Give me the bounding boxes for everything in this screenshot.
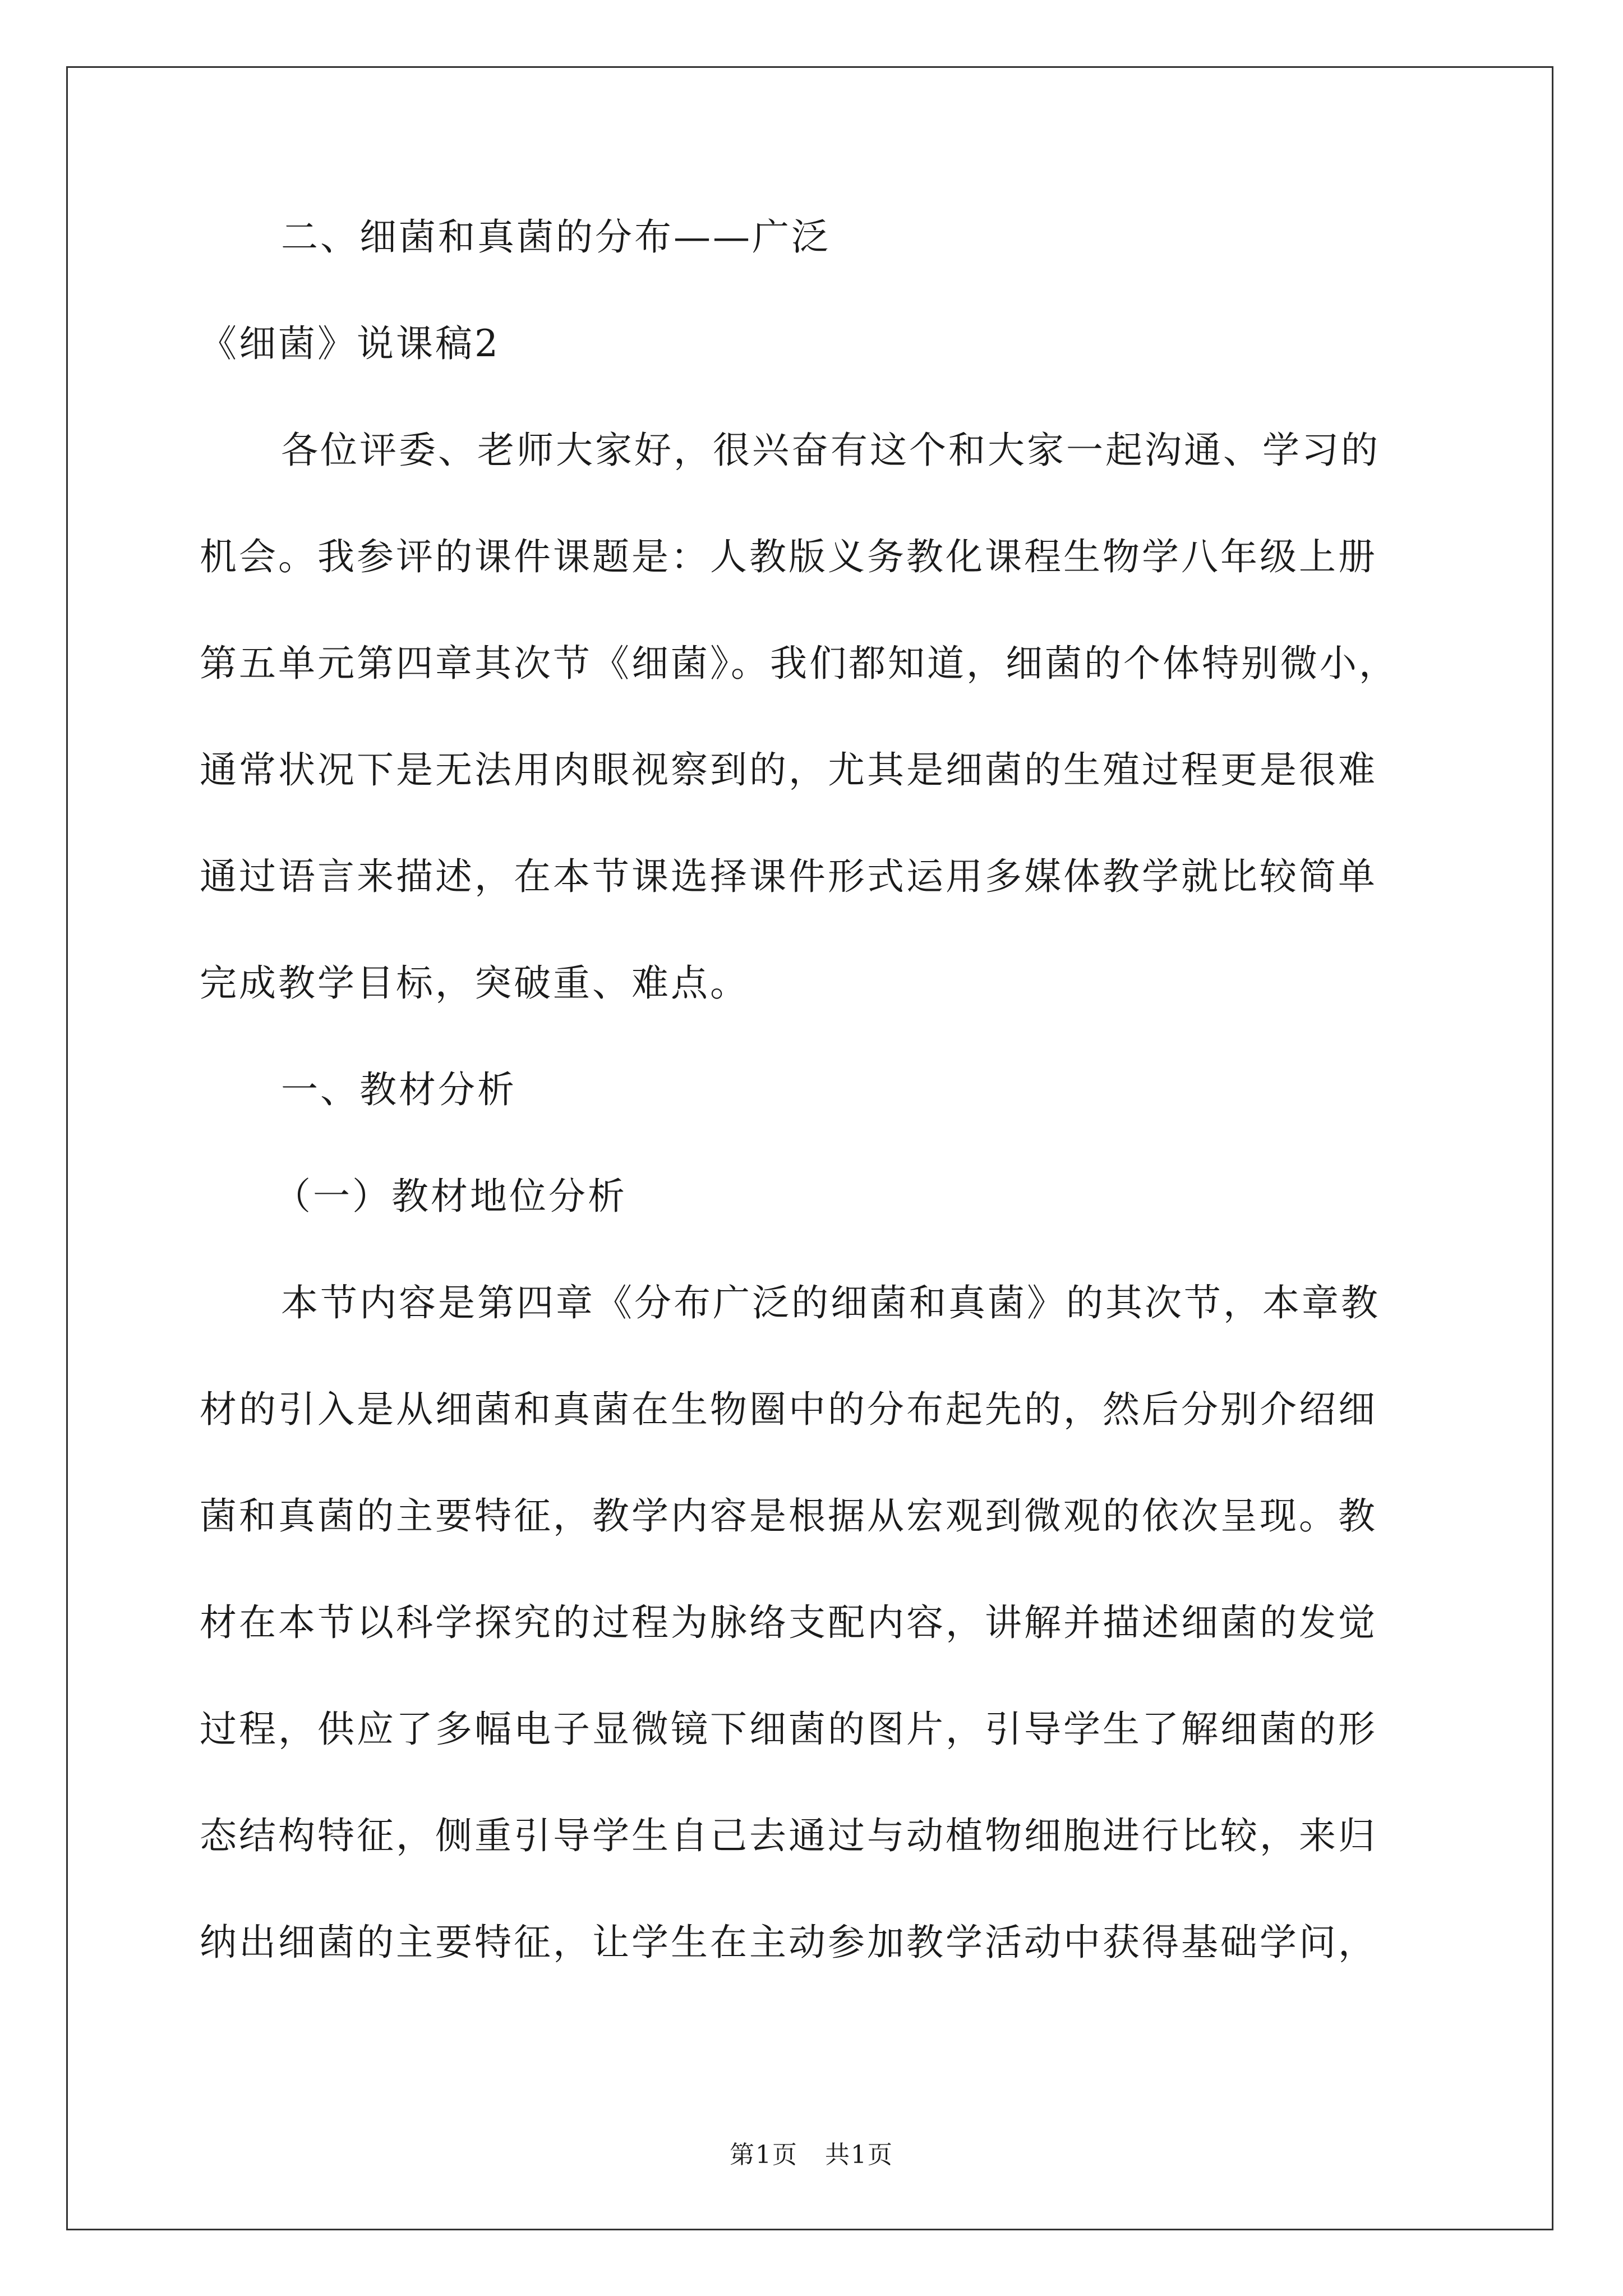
text-line: 第五单元第四章其次节《细菌》。我们都知道，细菌的个体特别微小， (200, 642, 1398, 685)
text-line: 菌和真菌的主要特征，教学内容是根据从宏观到微观的依次呈现。教 (200, 1494, 1377, 1538)
text-line: 完成教学目标，突破重、难点。 (200, 961, 749, 1005)
page-footer (0, 2134, 1623, 2170)
text-line: 通常状况下是无法用肉眼视察到的，尤其是细菌的生殖过程更是很难 (200, 748, 1377, 792)
text-line: 态结构特征，侧重引导学生自己去通过与动植物细胞进行比较，来归 (200, 1814, 1377, 1857)
text-line: 材在本节以科学探究的过程为脉络支配内容，讲解并描述细菌的发觉 (200, 1601, 1377, 1644)
page-count: 共1页 (825, 2141, 893, 2169)
text-line: 材的引入是从细菌和真菌在生物圈中的分布起先的，然后分别介绍细 (200, 1388, 1377, 1431)
document-body (200, 215, 1433, 2031)
text-line: 二、细菌和真菌的分布——广泛 (281, 215, 831, 259)
text-line: 一、教材分析 (281, 1068, 517, 1111)
text-line: 各位评委、老师大家好，很兴奋有这个和大家一起沟通、学习的 (281, 429, 1380, 472)
text-line: 纳出细菌的主要特征，让学生在主动参加教学活动中获得基础学问， (200, 1921, 1377, 1964)
text-line: 通过语言来描述，在本节课选择课件形式运用多媒体教学就比较简单 (200, 855, 1377, 898)
text-line: 过程，供应了多幅电子显微镜下细菌的图片，引导学生了解细菌的形 (200, 1708, 1377, 1751)
text-line: 本节内容是第四章《分布广泛的细菌和真菌》的其次节，本章教 (281, 1281, 1380, 1324)
page-number: 第1页 (730, 2141, 798, 2169)
text-line: 机会。我参评的课件课题是：人教版义务教化课程生物学八年级上册 (200, 535, 1377, 578)
text-line: （一）教材地位分析 (274, 1175, 627, 1218)
text-line: 《细菌》说课稿2 (200, 322, 500, 365)
